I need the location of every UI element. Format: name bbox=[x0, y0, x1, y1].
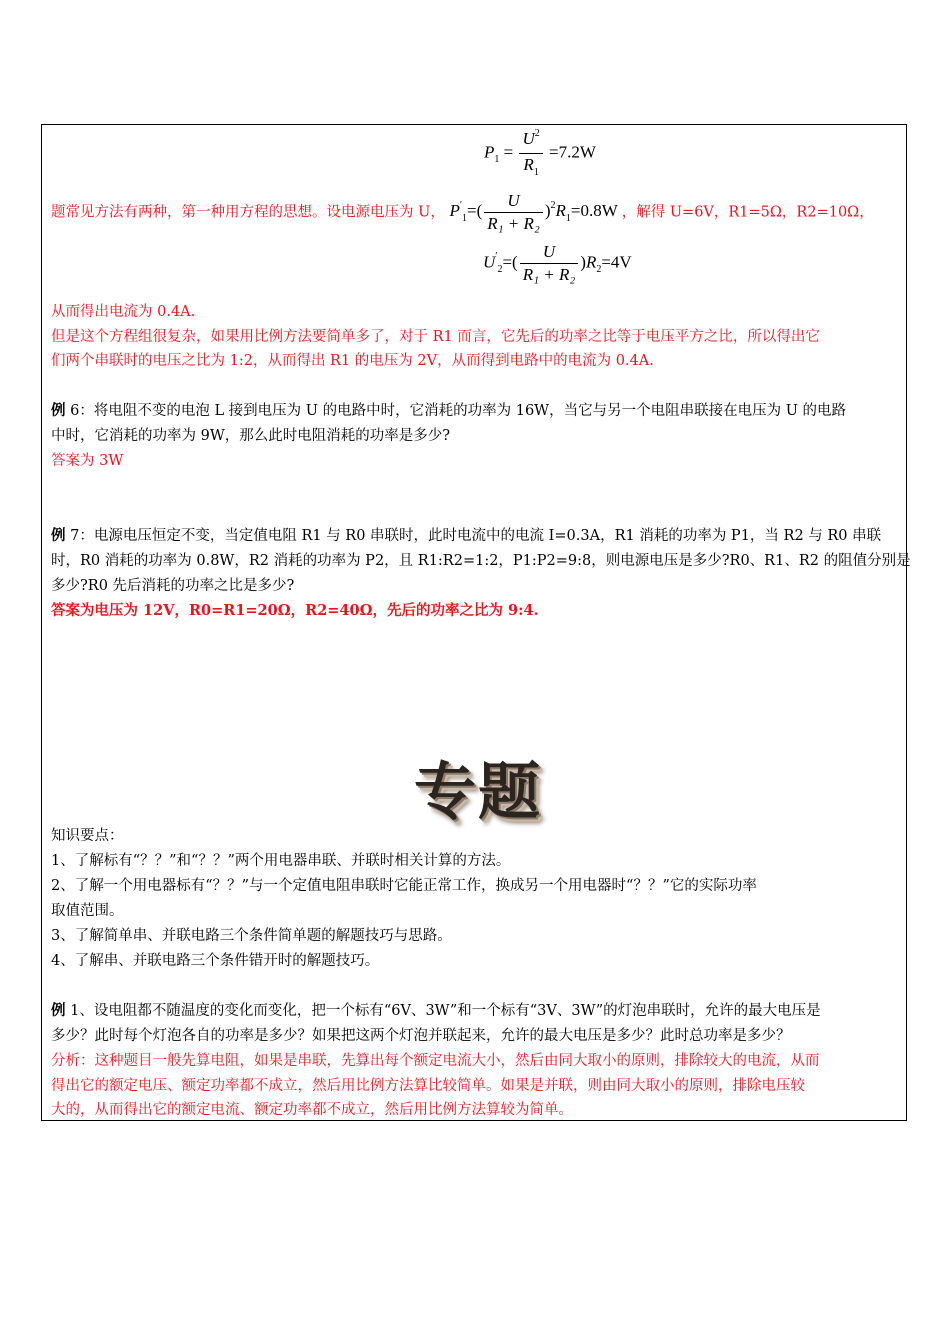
example-6-line-1: 例 6：将电阻不变的电泡 L 接到电压为 U 的电路中时，它消耗的功率为 16W，当它与另一个电阻串联接在电压为 U 的电路 bbox=[51, 402, 847, 419]
knowledge-point-3: 3、了解简单串、并联电路三个条件简单题的解题技巧与思路。 bbox=[51, 928, 452, 944]
example-7-line-3: 多少?R0 先后消耗的功率之比是多少? bbox=[51, 578, 295, 594]
example-7-line-2: 时，R0 消耗的功率为 0.8W，R2 消耗的功率为 P2，且 R1:R2=1:2，P1:P2=9:8，则电源电压是多少?R0、R1、R2 的阻值分别是 bbox=[51, 553, 911, 569]
solution-text: ，解得 U=6V，R1=5Ω，R2=10Ω， bbox=[621, 204, 874, 221]
content-frame bbox=[41, 124, 907, 1121]
analysis-line-1: 分析：这种题目一般先算电阻，如果是串联，先算出每个额定电流大小，然后由同大取小的原则，排除较大的电流，从而 bbox=[51, 1053, 820, 1069]
example-1-line-2: 多少？此时每个灯泡各自的功率是多少？如果把这两个灯泡并联起来，允许的最大电压是多少？此时总功率是多少？ bbox=[51, 1028, 791, 1044]
equation-u2-prime: $U'_2=$( $\frac{U}{\text{R₁ + R₂}}$ )$R_2=4V$ bbox=[483, 242, 632, 284]
knowledge-point-2-line-1: 2、了解一个用电器标有“？？”与一个定值电阻串联时它能正常工作，换成另一个用电器时“？？”它的实际功率 bbox=[51, 878, 757, 894]
knowledge-point-1: 1、了解标有“？？”和“？？”两个用电器串联、并联时相关计算的方法。 bbox=[51, 853, 511, 869]
knowledge-point-4: 4、了解串、并联电路三个条件错开时的解题技巧。 bbox=[51, 953, 380, 969]
knowledge-point-2-line-2: 取值范围。 bbox=[51, 903, 124, 919]
method-intro-text: 题常见方法有两种，第一种用方程的思想。设电源电压为 U， bbox=[51, 204, 445, 221]
ratio-method-line-2: 们两个串联时的电压之比为 1:2，从而得出 R1 的电压为 2V，从而得到电路中的电流为 0.4A. bbox=[51, 353, 654, 369]
analysis-line-2: 得出它的额定电压、额定功率都不成立，然后用比例方法算比较简单。如果是并联，则由同大取小的原则，排除电压较 bbox=[51, 1078, 805, 1094]
example-7-line-1: 例 7：电源电压恒定不变，当定值电阻 R1 与 R0 串联时，此时电流中的电流 I=0.3A，R1 消耗的功率为 P1，当 R2 与 R0 串联 bbox=[51, 527, 882, 544]
topic-title: 专题 bbox=[414, 755, 543, 828]
knowledge-points-heading: 知识要点： bbox=[51, 828, 124, 844]
example-6-line-2: 中时，它消耗的功率为 9W，那么此时电阻消耗的功率是多少? bbox=[51, 428, 451, 444]
ratio-method-line-1: 但是这个方程组很复杂，如果用比例方法要简单多了，对于 R1 而言，它先后的功率之比等于电压平方之比，所以得出它 bbox=[51, 329, 820, 345]
equation-row-2 bbox=[51, 190, 874, 235]
current-result-text: 从而得出电流为 0.4A. bbox=[51, 304, 196, 320]
equation-p1-prime: $P'_1=$( $\frac{U}{\text{R₁ + R₂}}$ )$^2R_1=0.8W$ bbox=[449, 191, 618, 233]
analysis-line-3: 大的，从而得出它的额定电流、额定功率都不成立，然后用比例方法算较为简单。 bbox=[51, 1102, 573, 1118]
fraction-u2-r1: $\frac{U^2}{R_1}$ bbox=[519, 128, 542, 179]
example-7-answer: 答案为电压为 12V，R0=R1=20Ω，R2=40Ω，先后的功率之比为 9:4. bbox=[51, 602, 539, 619]
example-6-answer: 答案为 3W bbox=[51, 453, 124, 469]
equation-p1: $P_1$ = $\frac{U^2}{R_1}$ =7.2W bbox=[484, 128, 596, 178]
example-1-line-1: 例 1、设电阻都不随温度的变化而变化，把一个标有“6V、3W”和一个标有“3V、3W”的灯泡串联时，允许的最大电压是 bbox=[51, 1002, 821, 1019]
